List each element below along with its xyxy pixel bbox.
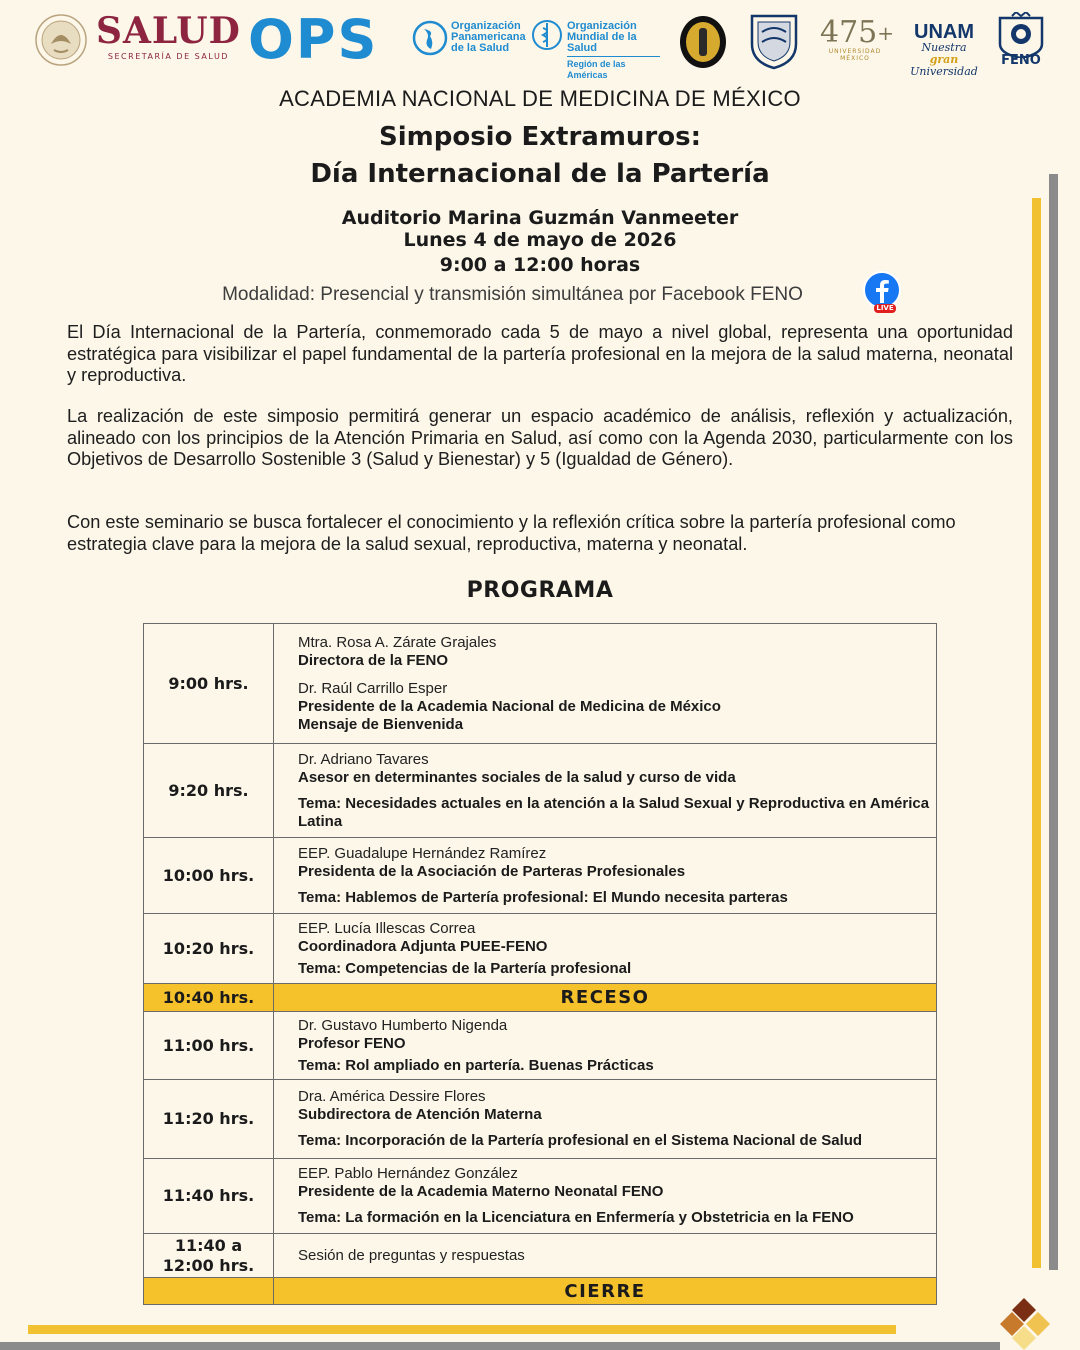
session-topic: Tema: Competencias de la Partería profesional <box>298 959 632 977</box>
intro-paragraph-1: El Día Internacional de la Partería, conmemorado cada 5 de mayo a nivel global, representa una oportunidad estratégica para visibilizar el papel fundamental de la partería profesional en la mejora de la salud materna, neonatal y reproductiva. <box>67 322 1013 385</box>
program-table <box>143 623 937 1305</box>
oms-text-line-2: Mundial de la Salud <box>567 31 637 54</box>
table-row-closing <box>144 1278 937 1305</box>
paho-text-line-3: de la Salud <box>451 42 510 54</box>
speaker-role: Presidenta de la Asociación de Parteras Profesionales <box>298 862 686 880</box>
speaker-name: EEP. Lucía Illescas Correa <box>298 919 476 937</box>
session-time <box>144 1234 274 1278</box>
intro-paragraph-2: La realización de este simposio permitirá generar un espacio académico de análisis, reflexión y actualización, alineado con los principios de la Atención Primaria en Salud, así como con la Agenda 2030, particularmente con los Objetivos de Desarrollo Sostenible 3 (Salud y Bienestar) y 5 (Igualdad de Género). <box>67 406 1013 469</box>
unam-slogan-1: Nuestra <box>921 41 967 54</box>
event-hours: 9:00 a 12:00 horas <box>439 254 641 276</box>
session-details <box>274 838 937 914</box>
session-time: 10:00 hrs. <box>144 838 274 914</box>
session-time: 11:40 hrs. <box>144 1159 274 1234</box>
event-title-line-2: Día Internacional de la Partería <box>310 159 770 189</box>
session-time: 9:20 hrs. <box>144 744 274 838</box>
speaker-role: Presidente de la Academia Nacional de Medicina de México <box>298 697 721 715</box>
unam-logo <box>907 22 981 78</box>
session-details <box>274 914 937 984</box>
table-row <box>144 1234 937 1278</box>
live-badge: LIVE <box>876 304 894 312</box>
unam-475-logo <box>820 15 895 62</box>
table-row <box>144 838 937 914</box>
decorative-bar-yellow-vertical <box>1032 198 1041 1268</box>
session-details <box>274 1080 937 1159</box>
paho-text-line-2: Panamericana <box>451 31 526 43</box>
academia-seal-icon <box>678 14 728 70</box>
table-row <box>144 1012 937 1080</box>
decorative-bar-gray-horizontal <box>0 1342 1000 1350</box>
table-row <box>144 914 937 984</box>
unam-shield-icon <box>748 12 800 70</box>
mexico-seal-icon <box>34 12 88 68</box>
decorative-bar-yellow-horizontal <box>28 1325 896 1334</box>
speaker-name: Dra. América Dessire Flores <box>298 1088 486 1105</box>
paho-text-line-1: Organización <box>451 20 521 32</box>
session-time: 9:00 hrs. <box>144 624 274 744</box>
closing-banner: CIERRE <box>274 1278 937 1305</box>
session-time-line-2: 12:00 hrs. <box>162 1255 255 1275</box>
session-topic: Tema: Necesidades actuales en la atención a la Salud Sexual y Reproductiva en América Latina <box>298 794 930 830</box>
speaker-name: Dr. Raúl Carrillo Esper <box>298 679 448 697</box>
session-details <box>274 624 937 744</box>
event-modality: Modalidad: Presencial y transmisión simultánea por Facebook FENO <box>222 284 803 305</box>
unam-wordmark: UNAM <box>914 21 974 43</box>
ops-logo: OPS <box>248 8 379 71</box>
session-topic: Mensaje de Bienvenida <box>298 715 464 733</box>
table-row-break <box>144 984 937 1012</box>
table-row <box>144 744 937 838</box>
paho-logo <box>412 20 527 60</box>
speaker-role: Asesor en determinantes sociales de la salud y curso de vida <box>298 768 736 786</box>
feno-wordmark: FENO <box>1001 53 1041 68</box>
speaker-name: Dr. Adriano Tavares <box>298 750 429 768</box>
unam-slogan-2: gran <box>929 53 959 66</box>
speaker-role: Subdirectora de Atención Materna <box>298 1106 542 1123</box>
table-row <box>144 624 937 744</box>
feno-emblem-icon <box>994 12 1048 58</box>
anniversary-number: 475 <box>820 15 878 50</box>
session-details <box>274 744 937 838</box>
academy-name: ACADEMIA NACIONAL DE MEDICINA DE MÉXICO <box>279 86 801 111</box>
oms-subtitle: Región de las Américas <box>567 56 660 81</box>
session-topic: Tema: Hablemos de Partería profesional: El Mundo necesita parteras <box>298 888 788 906</box>
logo-bar <box>30 8 1060 80</box>
table-row <box>144 1080 937 1159</box>
qa-session-label: Sesión de preguntas y respuestas <box>298 1246 525 1264</box>
oms-text-line-1: Organización <box>567 20 637 32</box>
feno-logo <box>994 12 1048 70</box>
speaker-role: Coordinadora Adjunta PUEE-FENO <box>298 937 548 955</box>
speaker-name: EEP. Guadalupe Hernández Ramírez <box>298 844 547 862</box>
session-details <box>274 1234 937 1278</box>
session-time-line-1: 11:40 a <box>174 1235 243 1255</box>
decorative-bar-gray-vertical <box>1049 174 1058 1270</box>
session-time: 11:00 hrs. <box>144 1012 274 1080</box>
paho-globe-icon <box>412 20 448 56</box>
oms-logo <box>530 18 660 80</box>
session-details <box>274 1159 937 1234</box>
program-heading: PROGRAMA <box>466 578 614 603</box>
session-time: 10:20 hrs. <box>144 914 274 984</box>
session-topic: Tema: Incorporación de la Partería profesional en el Sistema Nacional de Salud <box>298 1132 863 1149</box>
event-date: Lunes 4 de mayo de 2026 <box>403 229 677 251</box>
session-topic: Tema: Rol ampliado en partería. Buenas Prácticas <box>298 1056 654 1074</box>
speaker-name: EEP. Pablo Hernández González <box>298 1165 518 1182</box>
salud-wordmark: SALUD <box>96 10 241 52</box>
session-time: 11:20 hrs. <box>144 1080 274 1159</box>
speaker-name: Dr. Gustavo Humberto Nigenda <box>298 1016 508 1034</box>
event-title-line-1: Simposio Extramuros: <box>379 122 701 152</box>
speaker-role: Presidente de la Academia Materno Neonatal FENO <box>298 1183 664 1200</box>
facebook-live-icon[interactable] <box>860 270 904 314</box>
salud-subtitle: SECRETARÍA DE SALUD <box>107 52 229 61</box>
speaker-role: Profesor FENO <box>298 1034 406 1052</box>
anniversary-plus: + <box>877 21 895 45</box>
table-row <box>144 1159 937 1234</box>
salud-logo <box>96 10 241 61</box>
anniversary-sub-1: UNIVERSIDAD <box>828 48 882 55</box>
intro-paragraph-3: Con este seminario se busca fortalecer el conocimiento y la reflexión crítica sobre la partería profesional como estrategia clave para la mejora de la salud sexual, reproductiva, materna y neonatal. <box>67 512 956 554</box>
speaker-name: Mtra. Rosa A. Zárate Grajales <box>298 633 497 651</box>
speaker-role: Directora de la FENO <box>298 651 449 669</box>
event-venue: Auditorio Marina Guzmán Vanmeeter <box>341 207 739 229</box>
anniversary-sub-2: MÉXICO <box>840 55 870 62</box>
session-time: 10:40 hrs. <box>144 984 274 1012</box>
decorative-diamonds-icon <box>1000 1298 1060 1350</box>
who-emblem-icon <box>530 18 564 52</box>
unam-slogan-3: Universidad <box>910 65 978 78</box>
break-banner: RECESO <box>274 984 937 1012</box>
session-details <box>274 1012 937 1080</box>
session-topic: Tema: La formación en la Licenciatura en Enfermería y Obstetricia en la FENO <box>298 1209 854 1226</box>
